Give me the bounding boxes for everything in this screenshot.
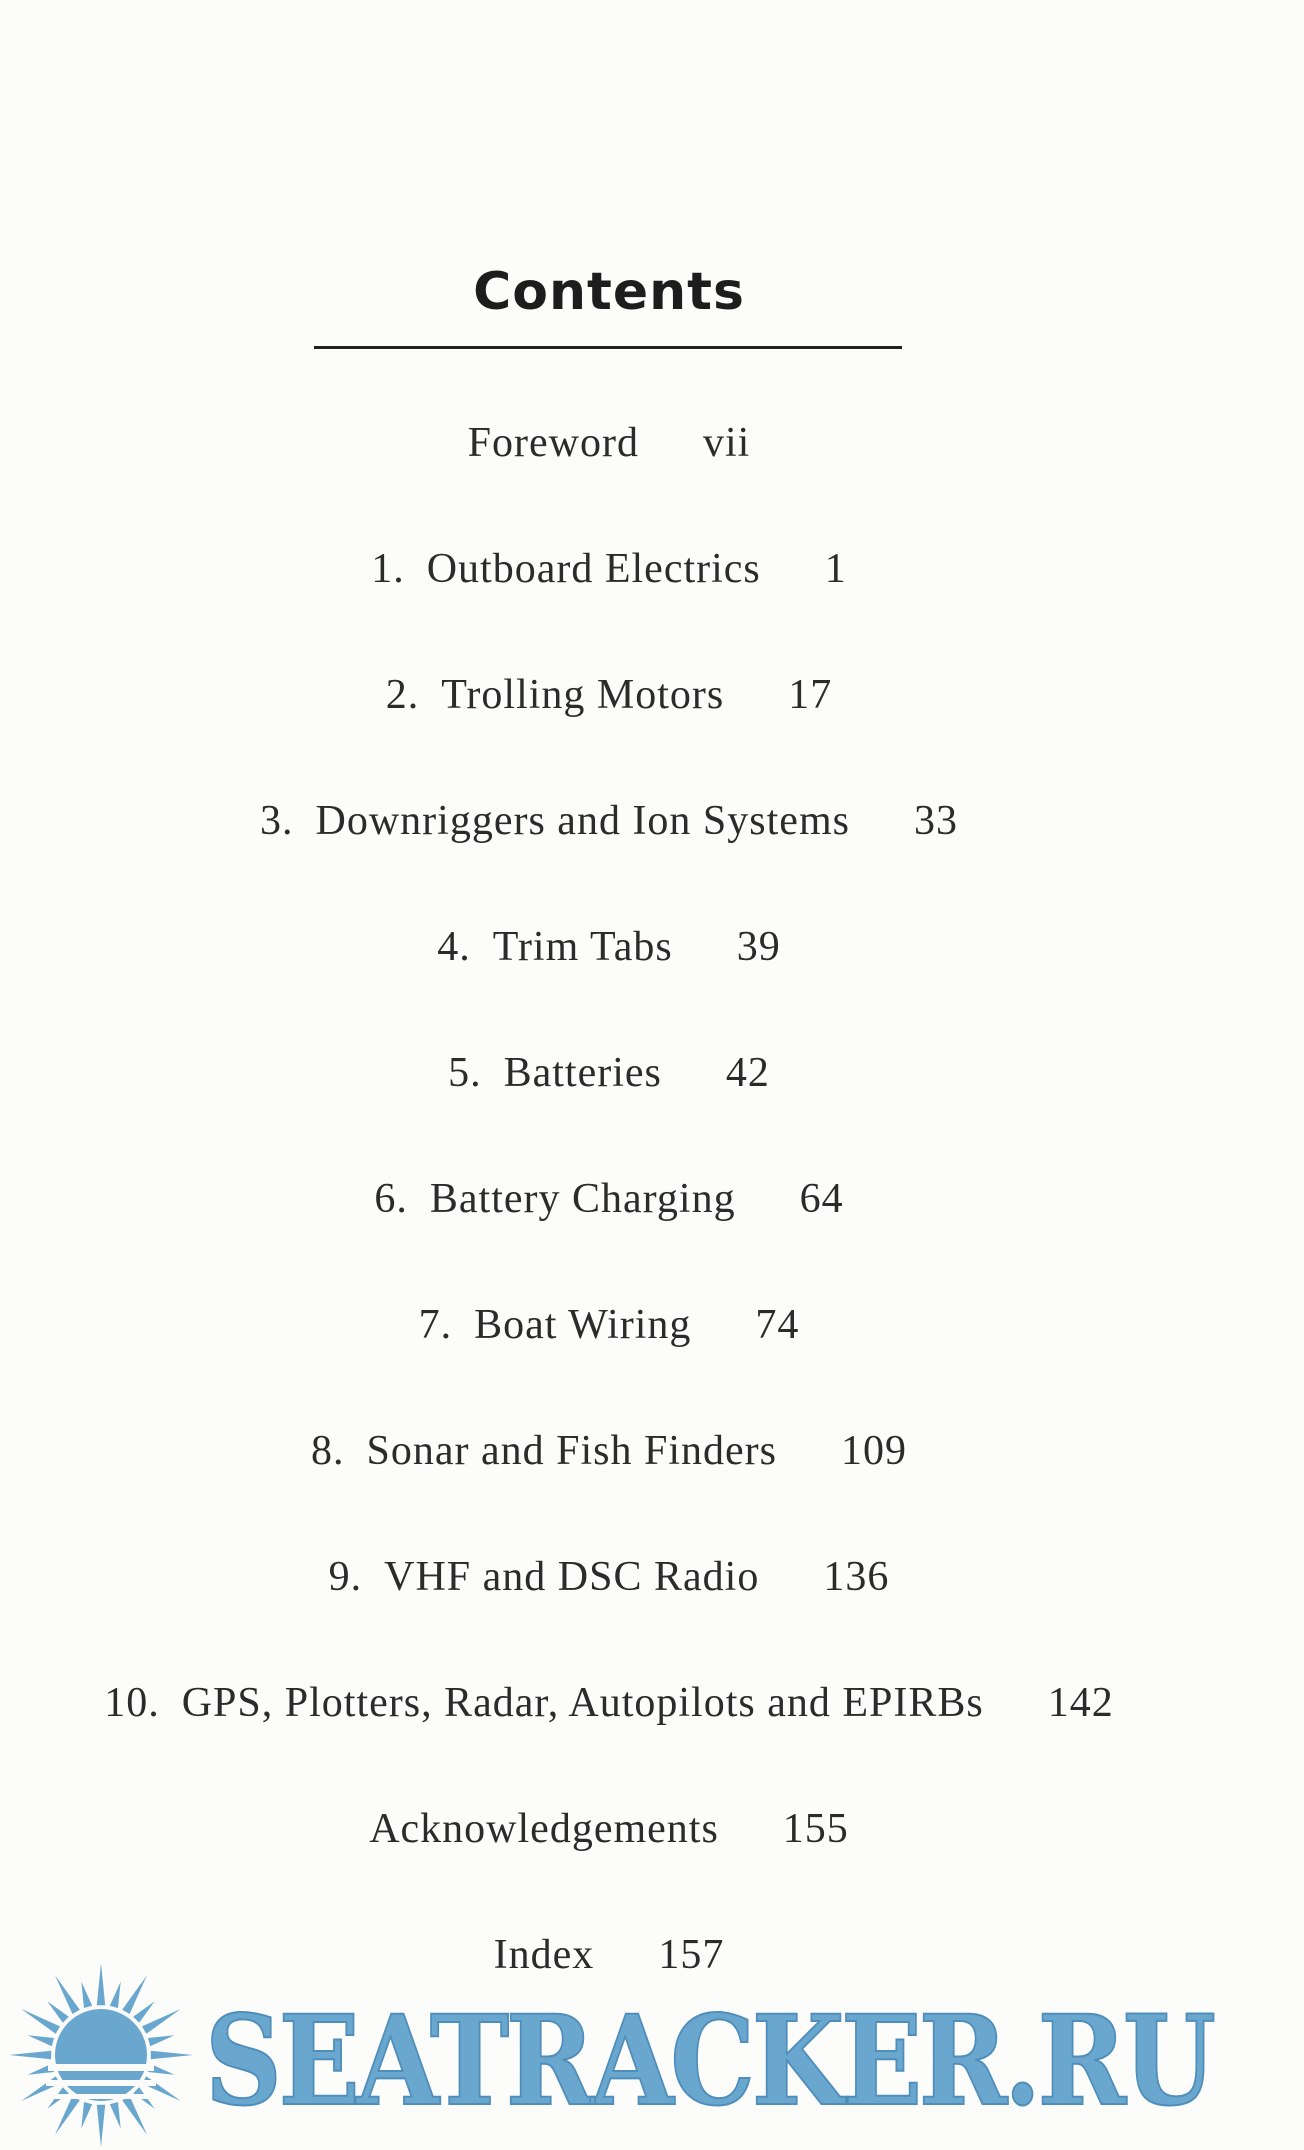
toc-entry-chapter-9[interactable]	[0, 1514, 1218, 1640]
toc-entry-chapter-10[interactable]	[0, 1640, 1218, 1766]
toc-entry-chapter-4[interactable]	[0, 884, 1218, 1010]
entry-label: Battery Charging	[429, 1176, 736, 1222]
entry-number: 2.	[385, 672, 420, 718]
entry-label: VHF and DSC Radio	[384, 1554, 760, 1600]
sun-ray	[110, 2102, 121, 2128]
entry-number: 7.	[418, 1302, 453, 1348]
entry-label: Foreword	[467, 420, 639, 466]
sun-ray	[9, 2051, 51, 2059]
toc-entry-acknowledgements[interactable]	[0, 1766, 1218, 1892]
toc-entry-chapter-3[interactable]	[0, 758, 1218, 884]
entry-page: 42	[725, 1050, 770, 1096]
toc-entry-chapter-5[interactable]	[0, 1010, 1218, 1136]
entry-label: Boat Wiring	[474, 1302, 692, 1348]
entry-page: 39	[736, 924, 781, 970]
toc-entry-chapter-7[interactable]	[0, 1262, 1218, 1388]
sun-ray	[81, 1982, 92, 2008]
sun-ray	[122, 1975, 147, 2014]
entry-label: GPS, Plotters, Radar, Autopilots and EPIRBs	[181, 1680, 984, 1726]
sun-ray	[110, 1982, 121, 2008]
entry-page: 64	[799, 1176, 844, 1222]
toc-entry-chapter-8[interactable]	[0, 1388, 1218, 1514]
entry-number: 8.	[311, 1428, 345, 1474]
entry-page: 155	[782, 1806, 849, 1852]
sun-ray	[97, 1963, 105, 2005]
entry-page: 17	[788, 672, 833, 718]
entry-page: 33	[913, 798, 958, 844]
sun-ray	[55, 2096, 80, 2135]
entry-page: 1	[824, 546, 847, 592]
sun-ray	[28, 2035, 54, 2046]
sun-logo-icon	[6, 1960, 196, 2150]
watermark	[0, 1960, 1304, 2150]
sun-ray	[55, 1975, 80, 2014]
sun-ray	[142, 2009, 181, 2034]
entry-page: vii	[702, 420, 751, 466]
entry-number: 1.	[371, 546, 405, 592]
entry-label: Outboard Electrics	[426, 546, 761, 592]
entry-number: 5.	[448, 1050, 482, 1096]
sun-ray	[21, 2009, 60, 2034]
sun-ray	[81, 2102, 92, 2128]
entry-label: Downriggers and Ion Systems	[315, 798, 850, 844]
entry-label: Batteries	[503, 1050, 662, 1096]
entry-page: 142	[1047, 1680, 1114, 1726]
entry-number: 4.	[437, 924, 471, 970]
entry-page: 136	[823, 1554, 890, 1600]
entry-number: 10.	[104, 1680, 160, 1726]
entry-label: Trim Tabs	[492, 924, 673, 970]
title-underline	[314, 346, 902, 349]
sun-ray	[148, 2035, 174, 2046]
entry-label: Sonar and Fish Finders	[366, 1428, 777, 1474]
table-of-contents	[0, 380, 1218, 2018]
entry-page: 157	[658, 1932, 725, 1978]
sun-ray	[97, 2105, 105, 2147]
toc-entry-chapter-1[interactable]	[0, 506, 1218, 632]
entry-page: 74	[755, 1302, 800, 1348]
entry-page: 109	[841, 1428, 907, 1474]
sun-ray	[151, 2051, 193, 2059]
watermark-text: SEATRACKER.RU	[205, 1989, 1213, 2134]
entry-number: 6.	[374, 1176, 408, 1222]
entry-label: Index	[493, 1932, 595, 1978]
entry-number: 3.	[260, 798, 294, 844]
sun-ray	[47, 2001, 69, 2023]
sun-ray	[122, 2096, 147, 2135]
page-title: Contents	[473, 262, 745, 322]
sun-ray	[133, 2001, 155, 2023]
toc-entry-chapter-2[interactable]	[0, 632, 1218, 758]
entry-label: Trolling Motors	[441, 672, 725, 718]
entry-number: 9.	[328, 1554, 363, 1600]
entry-label: Acknowledgements	[369, 1806, 719, 1852]
toc-entry-chapter-6[interactable]	[0, 1136, 1218, 1262]
toc-entry-foreword[interactable]	[0, 380, 1218, 506]
